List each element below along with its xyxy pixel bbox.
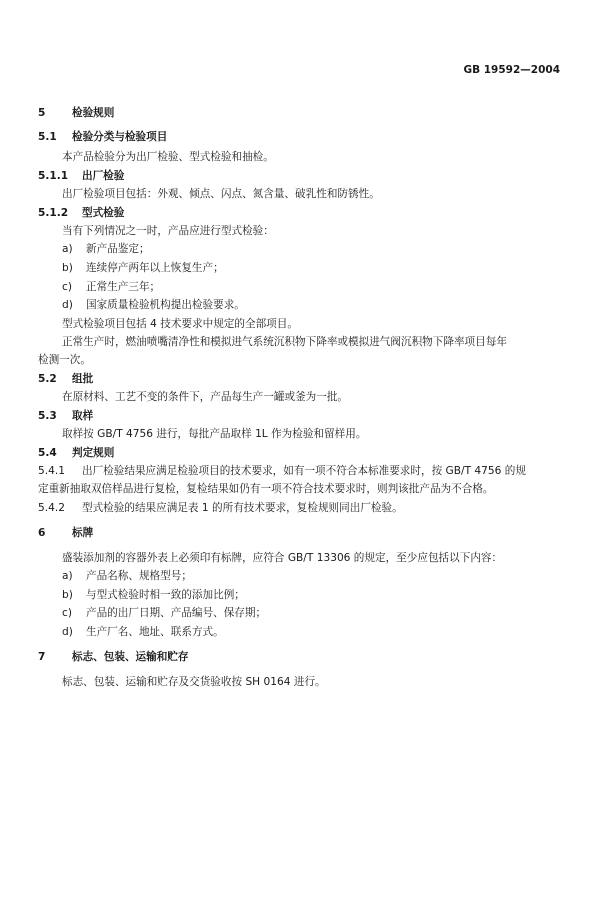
section-5-heading: [38, 106, 114, 120]
list-item-text: 产品的出厂日期、产品编号、保存期；: [86, 607, 267, 619]
section-5-3-heading: [38, 409, 93, 423]
list-item-text: 新产品鉴定；: [86, 243, 150, 255]
section-5-title: 检验规则: [72, 107, 115, 119]
section-5-1-number: 5.1: [38, 131, 57, 143]
section-5-1-1-heading: [38, 169, 124, 183]
list-item-mark: b): [62, 262, 73, 274]
list-item: [62, 625, 224, 639]
section-5-1-2-number: 5.1.2: [38, 207, 69, 219]
section-5-3-title: 取样: [72, 410, 94, 422]
list-item: [62, 588, 245, 602]
section-5-number: 5: [38, 107, 46, 119]
section-5-1-heading: [38, 130, 167, 144]
section-5-1-1-number: 5.1.1: [38, 170, 69, 182]
section-5-4-title: 判定规则: [72, 447, 115, 459]
section-5-1-2-heading: [38, 206, 124, 220]
section-7-heading: [38, 650, 189, 664]
list-item-text: 与型式检验时相一致的添加比例；: [86, 589, 245, 601]
list-item-mark: d): [62, 299, 73, 311]
section-5-4-heading: [38, 446, 114, 460]
section-5-4-2-number: 5.4.2: [38, 502, 65, 514]
section-5-4-2: [38, 501, 403, 515]
section-5-1-text: 本产品检验分为出厂检验、型式检验和抽检。: [62, 151, 274, 163]
section-5-1-2-title: 型式检验: [82, 207, 125, 219]
section-5-1-title: 检验分类与检验项目: [72, 131, 168, 143]
section-5-2-number: 5.2: [38, 373, 57, 385]
section-7-text: 标志、包装、运输和贮存及交货验收按 SH 0164 进行。: [62, 676, 326, 688]
list-item-mark: a): [62, 570, 73, 582]
section-5-4-1-number: 5.4.1: [38, 465, 65, 477]
list-item-mark: a): [62, 243, 73, 255]
list-item: [62, 280, 160, 294]
section-6-heading: [38, 526, 93, 540]
section-5-1-1-text: 出厂检验项目包括：外观、倾点、闪点、氮含量、破乳性和防锈性。: [62, 188, 380, 200]
section-6-number: 6: [38, 527, 46, 539]
section-5-1-2-p2-line1: 正常生产时，燃油喷嘴清净性和模拟进气系统沉积物下降率或模拟进气阀沉积物下降率项目每年: [62, 336, 507, 348]
list-item: [62, 569, 192, 583]
list-item-text: 连续停产两年以上恢复生产；: [86, 262, 224, 274]
section-5-4-2-text: 型式检验的结果应满足表 1 的所有技术要求，复检规则同出厂检验。: [82, 502, 403, 514]
list-item-text: 国家质量检验机构提出检验要求。: [86, 299, 245, 311]
list-item: [62, 242, 150, 256]
list-item: [62, 261, 224, 275]
section-5-1-2-p2-line2: 检测一次。: [38, 354, 91, 366]
section-5-2-title: 组批: [72, 373, 94, 385]
list-item-text: 生产厂名、地址、联系方式。: [86, 626, 224, 638]
section-5-1-2-p1: 型式检验项目包括 4 技术要求中规定的全部项目。: [62, 318, 298, 330]
section-7-number: 7: [38, 651, 46, 663]
list-item-mark: c): [62, 607, 72, 619]
section-5-3-number: 5.3: [38, 410, 57, 422]
section-5-4-number: 5.4: [38, 447, 57, 459]
section-5-3-text: 取样按 GB/T 4756 进行，每批产品取样 1L 作为检验和留样用。: [62, 428, 367, 440]
section-5-1-1-title: 出厂检验: [82, 170, 125, 182]
doc-number: GB 19592—2004: [463, 64, 560, 76]
list-item-mark: d): [62, 626, 73, 638]
section-6-intro: 盛装添加剂的容器外表上必须印有标牌，应符合 GB/T 13306 的规定，至少应包括以下内容：: [62, 552, 503, 564]
section-5-4-1-line1: [38, 464, 526, 478]
list-item-mark: b): [62, 589, 73, 601]
section-7-title: 标志、包装、运输和贮存: [72, 651, 189, 663]
list-item-text: 正常生产三年；: [86, 281, 161, 293]
section-5-4-1-line2: 定重新抽取双倍样品进行复检，复检结果如仍有一项不符合技术要求时，则判该批产品为不合格。: [38, 483, 494, 495]
list-item-text: 产品名称、规格型号；: [86, 570, 192, 582]
section-5-2-heading: [38, 372, 93, 386]
section-5-1-2-intro: 当有下列情况之一时，产品应进行型式检验：: [62, 225, 274, 237]
list-item: [62, 298, 245, 312]
section-6-title: 标牌: [72, 527, 94, 539]
list-item: [62, 606, 266, 620]
section-5-2-text: 在原材料、工艺不变的条件下，产品每生产一罐或釜为一批。: [62, 391, 349, 403]
section-5-4-1-text: 出厂检验结果应满足检验项目的技术要求，如有一项不符合本标准要求时，按 GB/T 4756 的规: [82, 465, 526, 477]
list-item-mark: c): [62, 281, 72, 293]
